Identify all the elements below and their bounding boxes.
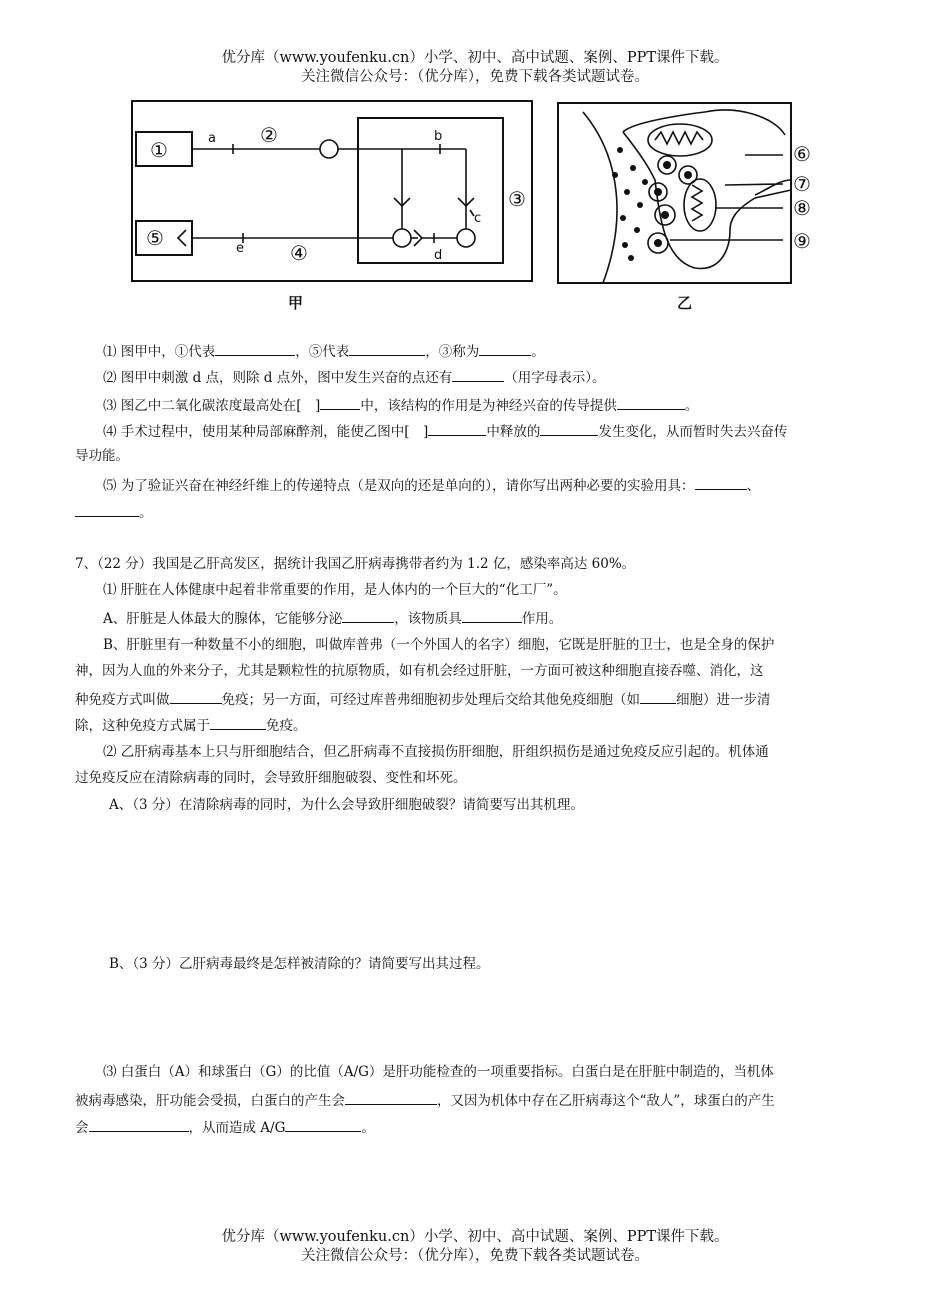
figure-jia	[128, 98, 538, 288]
label-8: ⑧	[793, 196, 811, 220]
label-c: c	[474, 211, 482, 226]
q7-part-1B-line1: B、肝脏里有一种数量不小的细胞，叫做库普弗（一个外国人的名字）细胞，它既是肝脏的卫士，也是全身的保护	[103, 637, 775, 653]
q7-part-2A: A、（3 分）在清除病毒的同时，为什么会导致肝细胞破裂？请简要写出其机理。	[109, 797, 584, 813]
q7-part-3-line3: 会 ，从而造成 A/G 。	[75, 1117, 375, 1137]
answer-blank[interactable]	[640, 689, 676, 704]
answer-blank[interactable]	[210, 715, 266, 730]
answer-blank[interactable]	[345, 1090, 437, 1105]
synaptic-knob	[623, 132, 791, 268]
answer-blank[interactable]	[320, 395, 360, 410]
postsynaptic-membrane	[583, 112, 617, 283]
q7-part-2-line1: ⑵ 乙肝病毒基本上只与肝细胞结合，但乙肝病毒不直接损伤肝细胞，肝组织损伤是通过免疫反应引起的。机体通	[103, 744, 769, 760]
q7-part-1B-line4: 除，这种免疫方式属于 免疫。	[75, 715, 307, 735]
q6-item-2: ⑵ 图甲中刺激 d 点，则除 d 点外，图中发生兴奋的点还有 （用字母表示）。	[103, 367, 606, 387]
label-5: ⑤	[146, 226, 164, 250]
answer-blank[interactable]	[617, 395, 685, 410]
label-2: ②	[260, 123, 278, 147]
figure-jia-caption: 甲	[288, 294, 304, 312]
figure-yi-caption: 乙	[677, 294, 693, 312]
answer-blank[interactable]	[89, 1117, 189, 1132]
q7-part-3-line2: 被病毒感染，肝功能会受损，白蛋白的产生会 ，又因为机体中存在乙肝病毒这个“敌人”，球蛋白的产生	[75, 1090, 775, 1110]
label-9: ⑨	[793, 229, 811, 253]
label-4: ④	[290, 241, 308, 265]
figure-yi-frame	[558, 103, 791, 283]
q7-part-3-line1: ⑶ 白蛋白（A）和球蛋白（G）的比值（A/G）是肝功能检查的一项重要指标。白蛋白是在肝脏中制造的，当机体	[103, 1064, 774, 1080]
answer-blank[interactable]	[452, 367, 504, 382]
synapse-neuron-1	[393, 229, 411, 247]
label-a: a	[208, 131, 216, 146]
footer-line-1: 优分库（www.youfenku.cn）小学、初中、高中试题、案例、PPT课件下载。	[221, 1229, 729, 1245]
answer-blank[interactable]	[462, 608, 522, 623]
answer-blank[interactable]	[75, 502, 139, 517]
answer-blank[interactable]	[215, 341, 295, 356]
q7-part-1: ⑴ 肝脏在人体健康中起着非常重要的作用，是人体内的一个巨大的“化工厂”。	[103, 582, 567, 598]
answer-blank[interactable]	[170, 689, 222, 704]
q6-item-3: ⑶ 图乙中二氧化碳浓度最高处在[ ] 中，该结构的作用是为神经兴奋的传导提供 。	[103, 395, 698, 415]
q6-item-1: ⑴ 图甲中，①代表 ，⑤代表 ，③称为 。	[103, 341, 545, 361]
q7-title: 7、（22 分）我国是乙肝高发区，据统计我国乙肝病毒携带者约为 1.2 亿，感染率高达 60%。	[75, 556, 636, 572]
answer-blank[interactable]	[428, 421, 486, 436]
label-e: e	[236, 241, 244, 256]
label-1: ①	[150, 138, 168, 162]
header-line-1: 优分库（www.youfenku.cn）小学、初中、高中试题、案例、PPT课件下载。	[221, 50, 729, 66]
synapse-neuron-2	[457, 229, 475, 247]
label-6: ⑥	[793, 142, 811, 166]
q6-item-4: ⑷ 手术过程中，使用某种局部麻醉剂，能使乙图中[ ] 中释放的 发生变化，从而暂时失去兴奋传	[103, 421, 787, 441]
label-7: ⑦	[793, 172, 811, 196]
q7-part-2-line2: 过免疫反应在清除病毒的同时，会导致肝细胞破裂、变性和坏死。	[75, 770, 467, 786]
label-3: ③	[508, 187, 526, 211]
footer-line-2: 关注微信公众号：（优分库），免费下载各类试题试卷。	[301, 1248, 649, 1264]
label-d: d	[434, 248, 443, 263]
header-line-2: 关注微信公众号：（优分库），免费下载各类试题试卷。	[301, 69, 649, 85]
answer-blank[interactable]	[285, 1117, 361, 1132]
q7-part-2B: B、（3 分）乙肝病毒最终是怎样被清除的？请简要写出其过程。	[109, 956, 490, 972]
answer-blank[interactable]	[479, 341, 531, 356]
q7-part-1A: A、肝脏是人体最大的腺体，它能够分泌 ，该物质具 作用。	[103, 608, 562, 628]
answer-blank[interactable]	[540, 421, 598, 436]
effector-box	[136, 221, 192, 255]
q6-item-5-cont: 。	[75, 502, 153, 522]
figure-jia-inner-frame	[358, 118, 503, 263]
label-b: b	[434, 129, 443, 144]
q6-item-4-cont: 导功能。	[75, 448, 129, 464]
answer-blank[interactable]	[695, 475, 747, 490]
q7-part-1B-line2: 神，因为人血的外来分子，尤其是颗粒性的抗原物质，如有机会经过肝脏，一方面可被这种细胞直接吞噬、消化，这	[75, 663, 764, 679]
answer-blank[interactable]	[349, 341, 425, 356]
q6-item-5: ⑸ 为了验证兴奋在神经纤维上的传递特点（是双向的还是单向的），请你写出两种必要的实验用具： 、	[103, 475, 760, 495]
figure-yi	[555, 100, 825, 288]
q7-part-1B-line3: 种免疫方式叫做 免疫；另一方面，可经过库普弗细胞初步处理后交给其他免疫细胞（如 细胞）进一步清	[75, 689, 771, 709]
ganglion	[320, 140, 338, 158]
answer-blank[interactable]	[342, 608, 394, 623]
